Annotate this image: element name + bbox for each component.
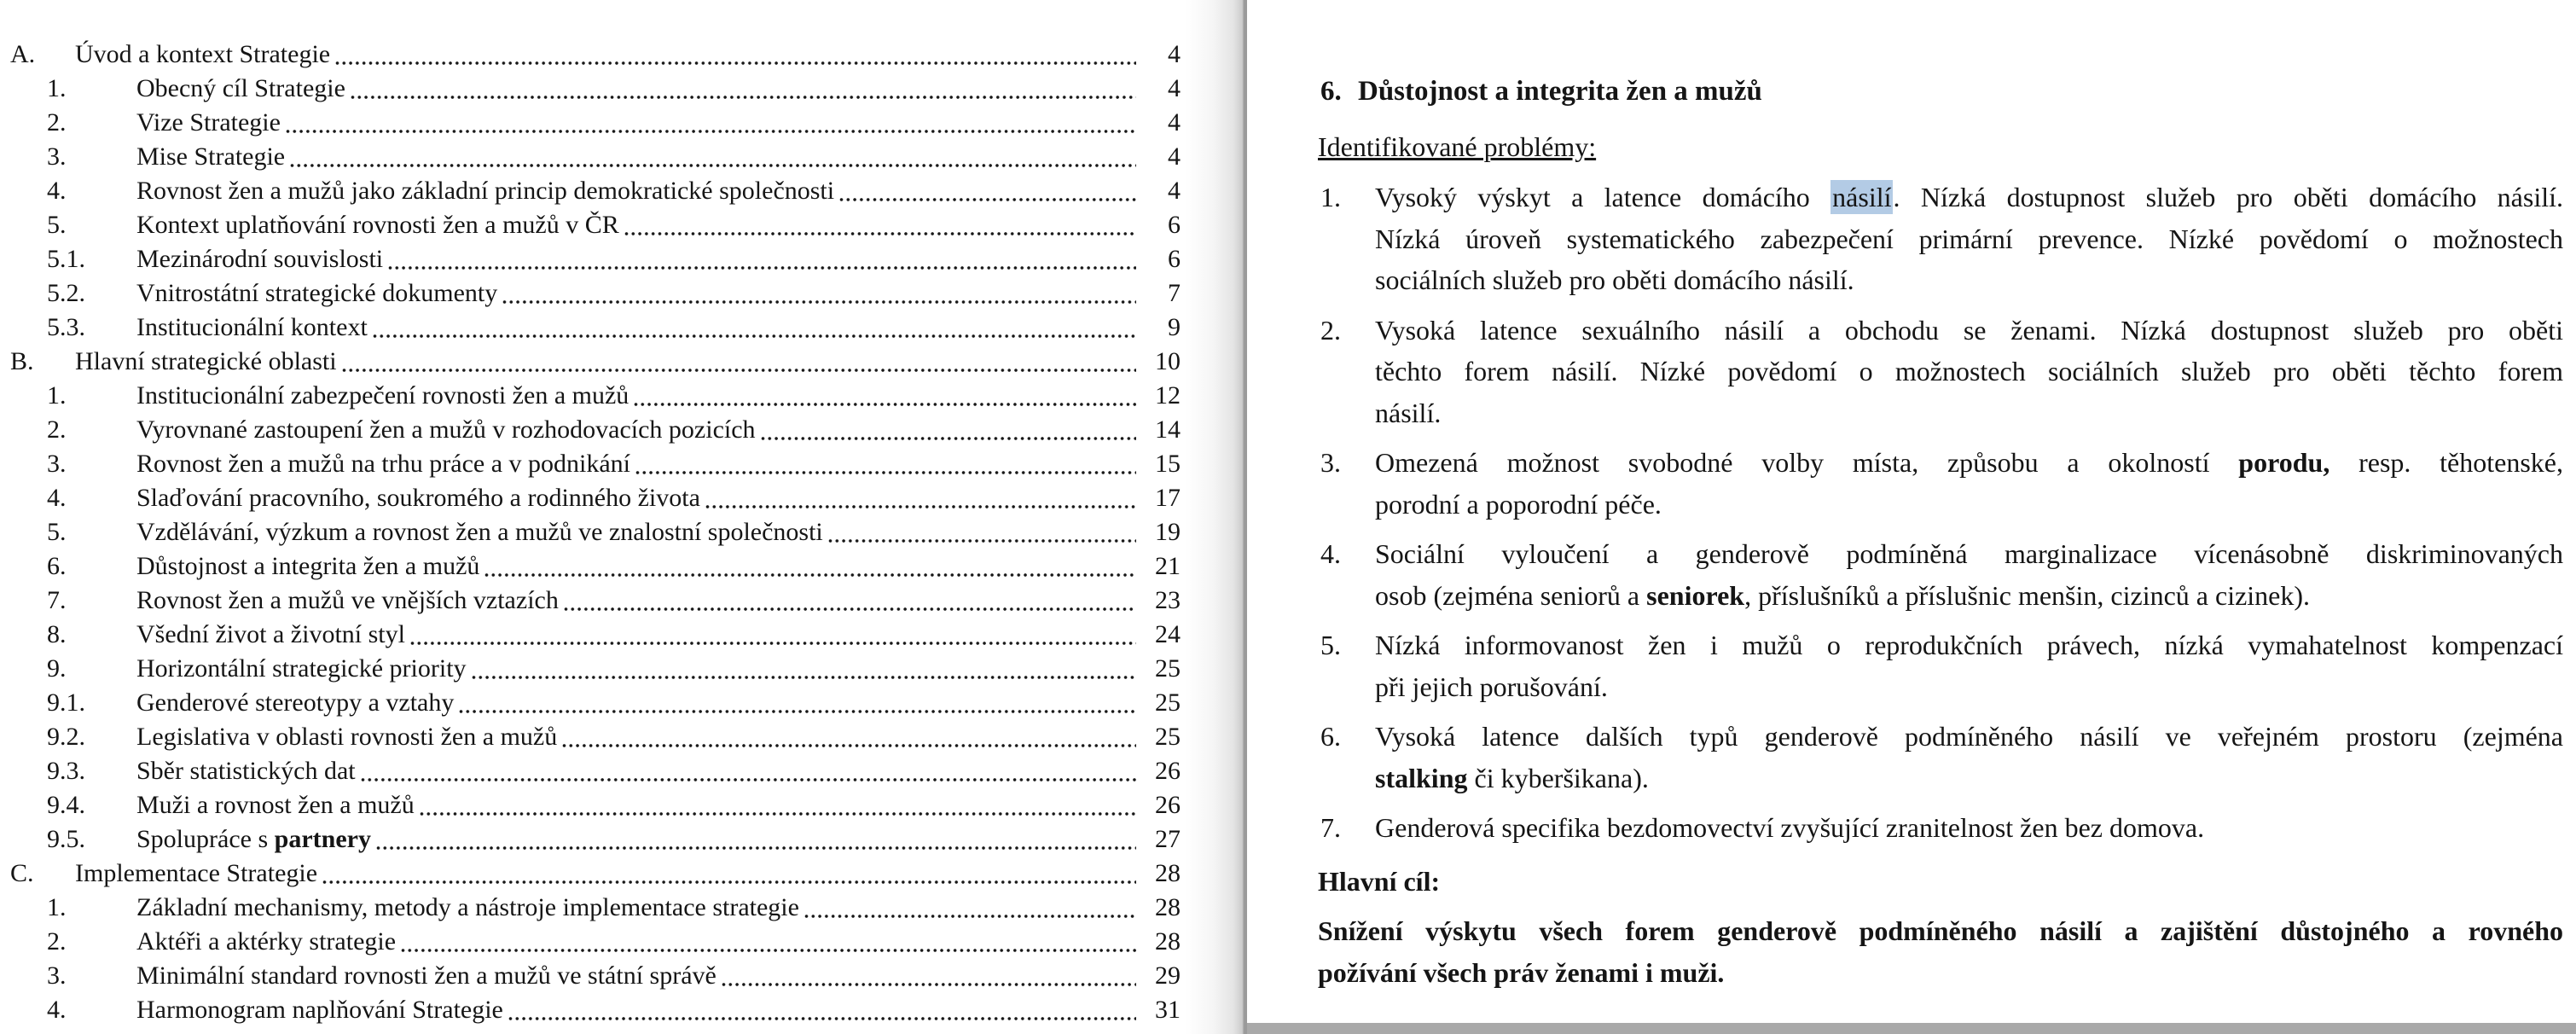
toc-page-number: 27 bbox=[1155, 825, 1181, 853]
toc-entry-title: Legislativa v oblasti rovnosti žen a mužů bbox=[136, 723, 558, 751]
problem-item bbox=[1318, 716, 2563, 799]
toc-entry-title: Slaďování pracovního, soukromého a rodinného života bbox=[136, 484, 700, 512]
toc-leader-dots bbox=[839, 197, 1136, 202]
toc-page-number: 28 bbox=[1155, 859, 1181, 887]
toc-leader-dots bbox=[564, 607, 1136, 612]
toc-row[interactable] bbox=[0, 379, 1186, 413]
toc-leader-dots bbox=[290, 163, 1136, 168]
problem-text-line bbox=[1375, 666, 2563, 708]
page-gap-shadow bbox=[1186, 0, 1247, 1034]
toc-entry-label: 9.4. bbox=[47, 791, 85, 819]
toc-entry-label: B. bbox=[10, 347, 34, 375]
toc-row[interactable] bbox=[0, 174, 1186, 208]
toc-entry-title: Genderové stereotypy a vztahy bbox=[136, 688, 455, 717]
problem-text-segment: Vysoká latence sexuálního násilí a obchodu se ženami. Nízká dostupnost služeb pro oběti bbox=[1375, 314, 2563, 346]
problem-text-segment: , příslušníků a příslušnic menšin, cizinců a cizinek). bbox=[1744, 579, 2311, 611]
toc-page-number: 6 bbox=[1168, 245, 1181, 273]
main-goal-text bbox=[1318, 910, 2563, 993]
toc-row[interactable] bbox=[0, 549, 1186, 584]
toc-entry-title: Hlavní strategické oblasti bbox=[75, 347, 337, 375]
toc-page-number: 25 bbox=[1155, 654, 1181, 683]
toc-entry-title: Vzdělávání, výzkum a rovnost žen a mužů ve znalostní společnosti bbox=[136, 518, 823, 546]
problem-text-segment: stalking bbox=[1375, 762, 1468, 793]
problem-text-line bbox=[1375, 442, 2563, 484]
problem-number: 6. bbox=[1320, 721, 1341, 752]
problem-text-segment: Nízká úroveň systematického zabezpečení primární prevence. Nízké povědomí o možnostech bbox=[1375, 223, 2563, 254]
toc-entry-label: 2. bbox=[47, 927, 67, 956]
toc-page-number: 29 bbox=[1155, 961, 1181, 990]
toc-row[interactable] bbox=[0, 788, 1186, 822]
toc-row[interactable] bbox=[0, 993, 1186, 1027]
toc-leader-dots bbox=[635, 470, 1136, 475]
toc-page bbox=[0, 0, 1186, 1034]
toc-page-number: 17 bbox=[1155, 484, 1181, 512]
toc-entry-label: C. bbox=[10, 859, 34, 887]
problem-item bbox=[1318, 177, 2563, 301]
toc-page-number: 28 bbox=[1155, 927, 1181, 956]
toc-leader-dots bbox=[634, 402, 1136, 407]
toc-entry-label: 2. bbox=[47, 415, 67, 444]
problem-text-segment: Omezená možnost svobodné volby místa, způsobu a okolností bbox=[1375, 447, 2239, 478]
identified-problems-heading: Identifikované problémy: bbox=[1318, 131, 1597, 162]
problem-text-line bbox=[1375, 716, 2563, 758]
toc-entry-label: 3. bbox=[47, 450, 67, 478]
toc-row[interactable] bbox=[0, 720, 1186, 754]
problem-text-line bbox=[1375, 533, 2563, 575]
toc-row[interactable] bbox=[0, 276, 1186, 311]
toc-leader-dots bbox=[376, 845, 1136, 851]
toc-row[interactable] bbox=[0, 208, 1186, 242]
section-heading bbox=[1318, 71, 2563, 113]
toc-entry-title: Všední život a životní styl bbox=[136, 620, 405, 648]
toc-entry-label: 6. bbox=[47, 552, 67, 580]
problem-number: 3. bbox=[1320, 447, 1341, 478]
problem-text-segment: resp. těhotenské, bbox=[2329, 447, 2564, 478]
toc-leader-dots bbox=[410, 641, 1136, 646]
toc-leader-dots bbox=[361, 777, 1136, 782]
section-number: 6. bbox=[1320, 76, 1342, 107]
toc-entry-title: Úvod a kontext Strategie bbox=[75, 40, 331, 68]
main-goal-text-line: požívání všech práv ženami i muži. bbox=[1318, 956, 1725, 988]
toc-entry-label: 2. bbox=[47, 108, 67, 137]
toc-entry-title: Obecný cíl Strategie bbox=[136, 74, 345, 102]
problem-text-segment: . Nízká dostupnost služeb pro oběti domácího násilí. bbox=[1893, 182, 2564, 212]
problem-text-line bbox=[1375, 575, 2563, 617]
toc-entry-title: Minimální standard rovnosti žen a mužů ve státní správě bbox=[136, 961, 717, 990]
toc-entry-label: 4. bbox=[47, 484, 67, 512]
section-title: Důstojnost a integrita žen a mužů bbox=[1358, 76, 1762, 107]
problem-text-segment: násilí. bbox=[1375, 397, 1442, 428]
problem-text-line bbox=[1375, 392, 2563, 434]
toc-page-number: 4 bbox=[1168, 74, 1181, 102]
toc-entry-title: Horizontální strategické priority bbox=[136, 654, 467, 683]
problem-text-segment: při jejich porušování. bbox=[1375, 671, 1608, 702]
problem-text-segment: Vysoký výskyt a latence domácího bbox=[1375, 182, 1831, 212]
problem-item bbox=[1318, 310, 2563, 434]
problem-text-segment: porodu, bbox=[2238, 447, 2330, 478]
toc-entry-label: 5.1. bbox=[47, 245, 85, 273]
toc-row[interactable] bbox=[0, 38, 1186, 72]
toc-entry-title: Vize Strategie bbox=[136, 108, 281, 137]
toc-page-number: 4 bbox=[1168, 177, 1181, 205]
problem-text-segment: Nízká informovanost žen i mužů o reprodukčních právech, nízká vymahatelnost kompenzací bbox=[1375, 630, 2563, 660]
toc-page-number: 21 bbox=[1155, 552, 1181, 580]
toc-page-number: 26 bbox=[1155, 791, 1181, 819]
toc-leader-dots bbox=[562, 743, 1136, 748]
toc-leader-dots bbox=[624, 231, 1136, 236]
problem-item bbox=[1318, 624, 2563, 707]
toc-leader-dots bbox=[828, 538, 1136, 543]
toc-entry-title: Vyrovnané zastoupení žen a mužů v rozhodovacích pozicích bbox=[136, 415, 756, 444]
toc-row[interactable] bbox=[0, 857, 1186, 891]
problem-item bbox=[1318, 533, 2563, 616]
problem-text-line bbox=[1375, 807, 2563, 849]
problem-text-segment: Sociální vyloučení a genderově podmíněná marginalizace vícenásobně diskriminovaných bbox=[1375, 538, 2563, 569]
toc-entry-label: 8. bbox=[47, 620, 67, 648]
toc-row[interactable] bbox=[0, 822, 1186, 857]
toc-entry-label: 9.1. bbox=[47, 688, 85, 717]
toc-page-number: 4 bbox=[1168, 108, 1181, 137]
toc-entry-title: Rovnost žen a mužů na trhu práce a v podnikání bbox=[136, 450, 630, 478]
toc-entry-label: 5. bbox=[47, 518, 67, 546]
toc-page-number: 19 bbox=[1155, 518, 1181, 546]
toc-entry-title: Implementace Strategie bbox=[75, 859, 318, 887]
toc-row[interactable] bbox=[0, 652, 1186, 686]
problem-text-line bbox=[1375, 624, 2563, 666]
toc-row[interactable] bbox=[0, 311, 1186, 345]
toc-page-number: 14 bbox=[1155, 415, 1181, 444]
page-bottom-gap bbox=[1247, 1023, 2576, 1034]
problem-text-line bbox=[1375, 218, 2563, 260]
toc-entry-label: 9.3. bbox=[47, 757, 85, 785]
toc-entry-label: 1. bbox=[47, 74, 67, 102]
toc-leader-dots bbox=[342, 368, 1136, 373]
problem-text-segment: Genderová specifika bezdomovectví zvyšující zranitelnost žen bez domova. bbox=[1375, 812, 2205, 843]
toc-page-number: 15 bbox=[1155, 450, 1181, 478]
problem-text-segment: či kyberšikana). bbox=[1467, 762, 1649, 793]
toc-page-number: 31 bbox=[1155, 996, 1181, 1024]
toc-leader-dots bbox=[502, 299, 1136, 305]
main-goal-label: Hlavní cíl: bbox=[1318, 865, 1441, 897]
problem-text-segment: porodní a poporodní péče. bbox=[1375, 488, 1662, 520]
toc-leader-dots bbox=[484, 572, 1136, 578]
toc-row[interactable] bbox=[0, 686, 1186, 720]
toc-page-number: 4 bbox=[1168, 40, 1181, 68]
problem-item bbox=[1318, 442, 2563, 525]
toc-entry-title: Kontext uplatňování rovnosti žen a mužů v ČR bbox=[136, 211, 619, 239]
problem-text-line bbox=[1375, 177, 2563, 218]
toc-leader-dots bbox=[286, 129, 1136, 134]
toc-row[interactable] bbox=[0, 140, 1186, 174]
toc-entry-label: 1. bbox=[47, 893, 67, 921]
problem-text-line bbox=[1375, 259, 2563, 301]
toc-entry-title: Základní mechanismy, metody a nástroje implementace strategie bbox=[136, 893, 799, 921]
toc-row[interactable] bbox=[0, 481, 1186, 515]
problem-text-line bbox=[1375, 484, 2563, 526]
toc-leader-dots bbox=[351, 95, 1136, 100]
toc-entry-title: Institucionální kontext bbox=[136, 313, 368, 341]
toc-row[interactable] bbox=[0, 242, 1186, 276]
toc-leader-dots bbox=[705, 504, 1136, 509]
toc-entry-label: 9. bbox=[47, 654, 67, 683]
toc-entry-title: Důstojnost a integrita žen a mužů bbox=[136, 552, 480, 580]
problem-item bbox=[1318, 807, 2563, 849]
problem-text-line bbox=[1375, 351, 2563, 392]
toc-row[interactable] bbox=[0, 72, 1186, 106]
toc-entry-label: 1. bbox=[47, 381, 67, 410]
toc-entry-label: 7. bbox=[47, 586, 67, 614]
toc-leader-dots bbox=[804, 914, 1136, 919]
problem-text-segment: osob (zejména seniorů a bbox=[1375, 579, 1647, 611]
toc-leader-dots bbox=[322, 880, 1136, 885]
toc-page-number: 23 bbox=[1155, 586, 1181, 614]
toc-entry-label: 5.2. bbox=[47, 279, 85, 307]
toc-row[interactable] bbox=[0, 925, 1186, 959]
toc-entry-title: Spolupráce s partnery bbox=[136, 825, 371, 853]
problem-text-segment: sociálních služeb pro oběti domácího násilí. bbox=[1375, 264, 1854, 295]
toc-leader-dots bbox=[761, 436, 1136, 441]
toc-entry-label: 9.5. bbox=[47, 825, 85, 853]
toc-page-number: 6 bbox=[1168, 211, 1181, 239]
toc-entry-label: 5.3. bbox=[47, 313, 85, 341]
main-goal-text-line: Snížení výskytu všech forem genderově podmíněného násilí a zajištění důstojného a rovného bbox=[1318, 915, 2563, 946]
toc-entry-title: Harmonogram naplňování Strategie bbox=[136, 996, 503, 1024]
toc-entry-title: Muži a rovnost žen a mužů bbox=[136, 791, 415, 819]
toc-leader-dots bbox=[335, 61, 1136, 66]
toc-entry-title: Mezinárodní souvislosti bbox=[136, 245, 384, 273]
problem-number: 4. bbox=[1320, 538, 1341, 569]
toc-row[interactable] bbox=[0, 515, 1186, 549]
toc-entry-title: Vnitrostátní strategické dokumenty bbox=[136, 279, 498, 307]
problem-text-segment: seniorek bbox=[1646, 579, 1745, 611]
problem-text-line bbox=[1375, 758, 2563, 799]
toc-leader-dots bbox=[472, 675, 1136, 680]
toc-leader-dots bbox=[508, 1016, 1136, 1021]
toc-row[interactable] bbox=[0, 345, 1186, 379]
toc-entry-title: Mise Strategie bbox=[136, 142, 286, 171]
problem-number: 2. bbox=[1320, 314, 1341, 346]
toc-row[interactable] bbox=[0, 447, 1186, 481]
toc-row[interactable] bbox=[0, 618, 1186, 652]
toc-entry-title: Sběr statistických dat bbox=[136, 757, 356, 785]
toc-row[interactable] bbox=[0, 584, 1186, 618]
toc-entry-title: Institucionální zabezpečení rovnosti žen a mužů bbox=[136, 381, 629, 410]
problem-text-line bbox=[1375, 310, 2563, 351]
toc-row[interactable] bbox=[0, 891, 1186, 925]
toc-entry-label: 3. bbox=[47, 961, 67, 990]
toc-entry-label: 4. bbox=[47, 177, 67, 205]
toc-page-number: 28 bbox=[1155, 893, 1181, 921]
toc-list bbox=[0, 0, 1186, 1027]
problem-number: 7. bbox=[1320, 812, 1341, 843]
toc-entry-title: Aktéři a aktérky strategie bbox=[136, 927, 397, 956]
toc-page-number: 26 bbox=[1155, 757, 1181, 785]
toc-page-number: 25 bbox=[1155, 688, 1181, 717]
toc-leader-dots bbox=[722, 982, 1136, 987]
toc-leader-dots bbox=[420, 811, 1136, 816]
toc-entry-title: Rovnost žen a mužů ve vnějších vztazích bbox=[136, 586, 559, 614]
toc-row[interactable] bbox=[0, 754, 1186, 788]
toc-row[interactable] bbox=[0, 413, 1186, 447]
toc-entry-label: 5. bbox=[47, 211, 67, 239]
toc-entry-title: Rovnost žen a mužů jako základní princip demokratické společnosti bbox=[136, 177, 835, 205]
section-content bbox=[1247, 0, 2563, 993]
problem-number: 1. bbox=[1320, 182, 1341, 212]
toc-leader-dots bbox=[401, 948, 1136, 953]
toc-page-number: 25 bbox=[1155, 723, 1181, 751]
toc-page-number: 7 bbox=[1168, 279, 1181, 307]
toc-page-number: 10 bbox=[1155, 347, 1181, 375]
toc-leader-dots bbox=[459, 709, 1136, 714]
toc-page-number: 4 bbox=[1168, 142, 1181, 171]
toc-row[interactable] bbox=[0, 959, 1186, 993]
toc-entry-label: 3. bbox=[47, 142, 67, 171]
problems-list bbox=[1318, 177, 2563, 849]
toc-entry-label: 9.2. bbox=[47, 723, 85, 751]
toc-page-number: 24 bbox=[1155, 620, 1181, 648]
text-highlight: násilí bbox=[1832, 182, 1892, 212]
toc-leader-dots bbox=[373, 334, 1136, 339]
problem-text-segment: Vysoká latence dalších typů genderově podmíněného násilí ve veřejném prostoru (zejména bbox=[1375, 721, 2563, 752]
content-page bbox=[1247, 0, 2576, 1034]
toc-page-number: 9 bbox=[1168, 313, 1181, 341]
toc-row[interactable] bbox=[0, 106, 1186, 140]
toc-entry-label: 4. bbox=[47, 996, 67, 1024]
toc-leader-dots bbox=[388, 265, 1136, 270]
problem-text-segment: těchto forem násilí. Nízké povědomí o možnostech sociálních služeb pro oběti těchto forem bbox=[1375, 356, 2563, 386]
problem-number: 5. bbox=[1320, 630, 1341, 660]
toc-entry-label: A. bbox=[10, 40, 36, 68]
toc-page-number: 12 bbox=[1155, 381, 1181, 410]
